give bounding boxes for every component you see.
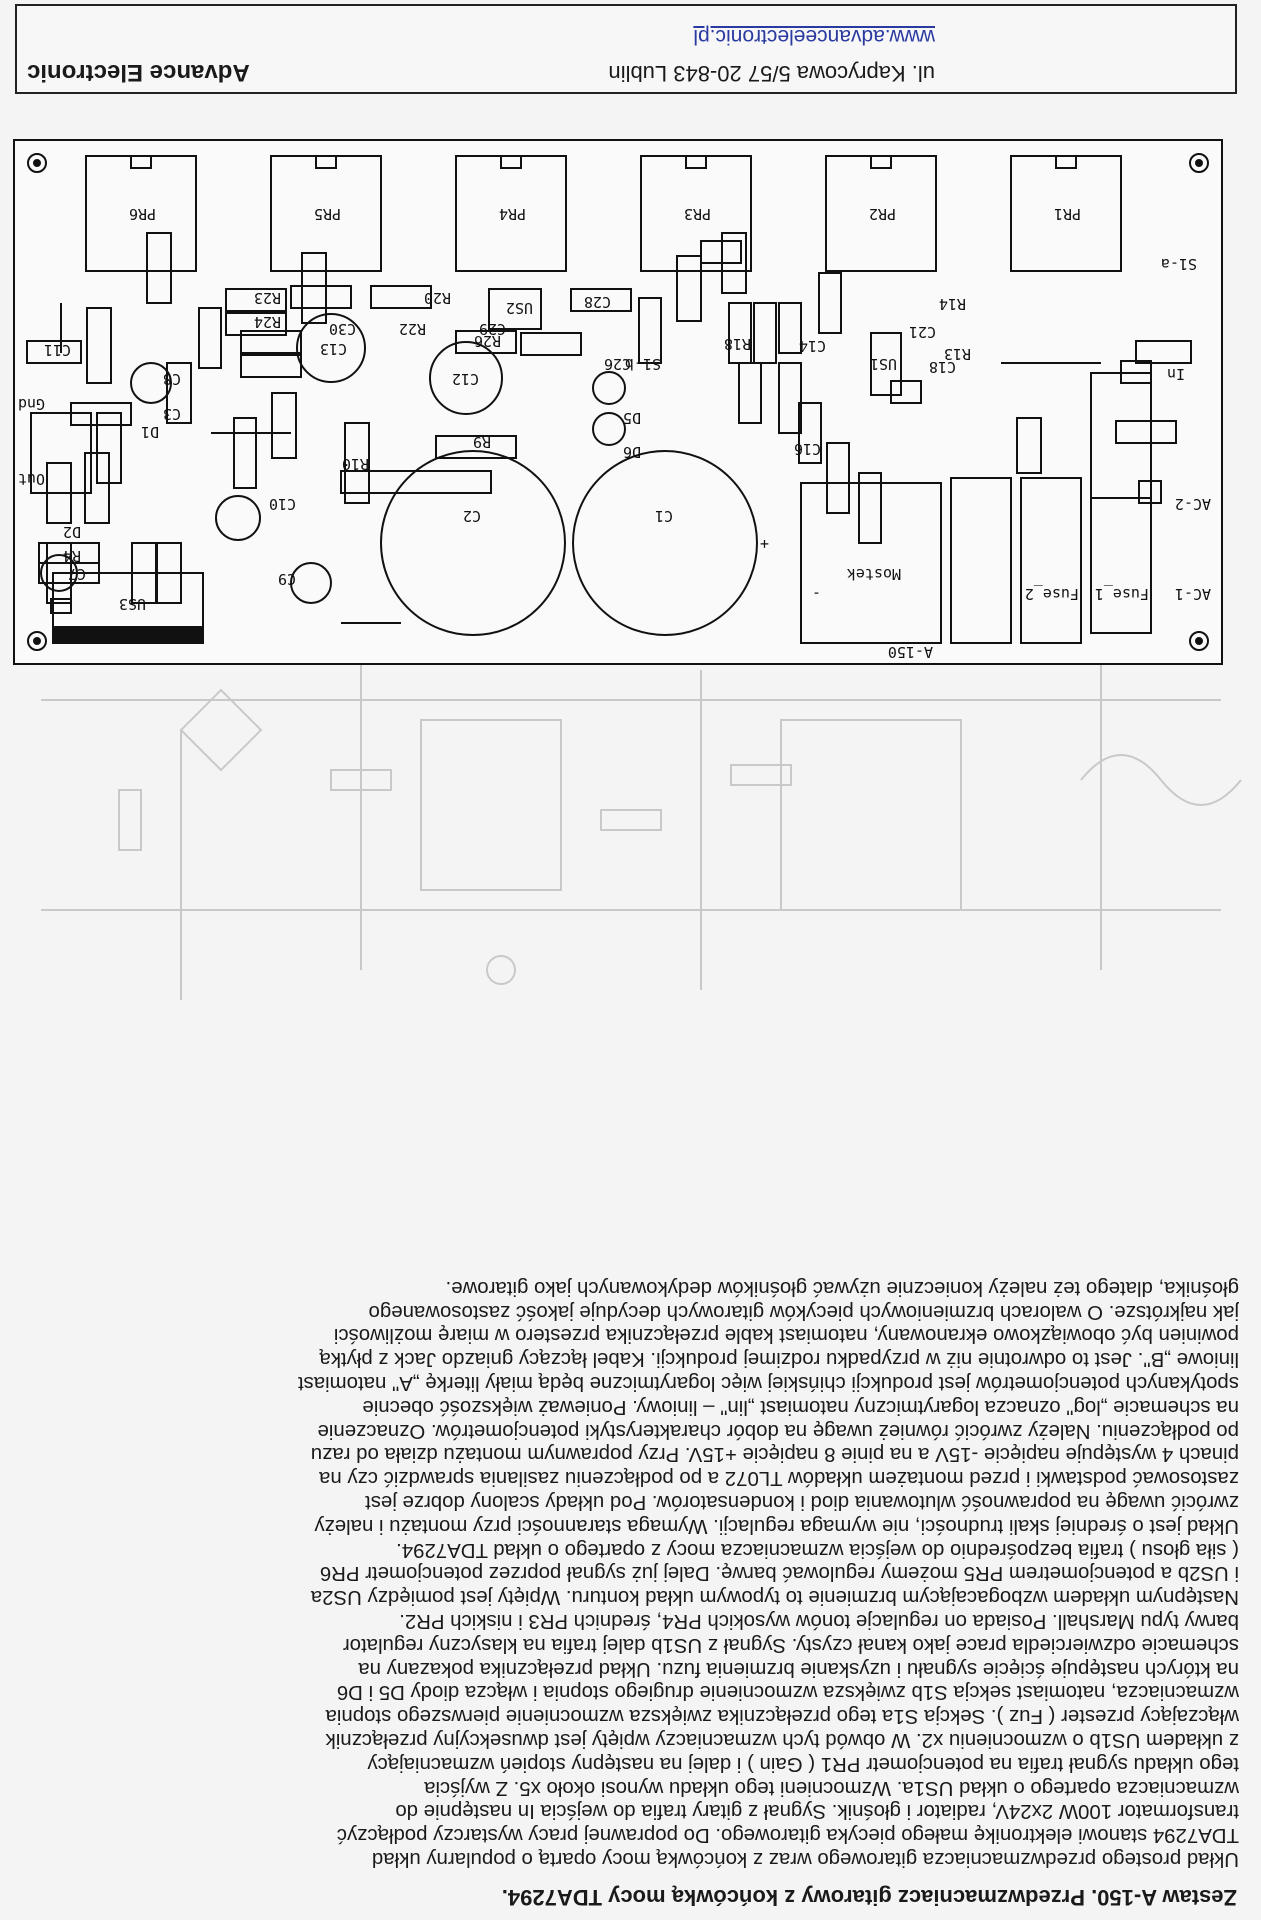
pcb-polarity-plus: + [759, 535, 769, 553]
pcb-label-r4: R4 [62, 547, 81, 565]
pcb-label-r26: R26 [473, 332, 501, 350]
pcb-polarity-minus: - [811, 585, 821, 603]
pcb-label-pr1: PR1 [1053, 205, 1081, 223]
body-line: zastosować podstawki i przed montażem układów TL072 a po podłączeniu zasilania sprawdzić czy na [319, 1467, 1239, 1490]
body-line: schemacie odzwierciedla prace jako kanał czysty. Sygnał z US1b dalej trafia na klasyczny regulator [342, 1633, 1239, 1656]
body-line: ( siła głosu ) trafia bezpośrednio do wejścia wzmacniacza mocy z opartego o układ TDA7294. [396, 1538, 1239, 1561]
pcb-label-c25: C26 [603, 355, 631, 373]
pcb-label-s1b: S1-b [624, 355, 661, 373]
pcb-label-c14: C14 [798, 337, 826, 355]
document-title: Zestaw A-150. Przedwzmacniacz gitarowy z końcówką mocy TDA7294. [501, 1885, 1237, 1910]
pcb-label-c27: C28 [583, 293, 611, 311]
body-line: na których następuje ścięcie sygnału i uzyskanie brzmienia fuzu. Układ przełącznika pokazany na [358, 1657, 1239, 1680]
pcb-label-c18: C18 [928, 358, 956, 376]
pcb-label-r18: R18 [723, 335, 751, 353]
body-line: TDA7294 stanowi elektronikę małego piecyka gitarowego. Do poprawnej pracy wystarczy podłączyć [336, 1824, 1239, 1847]
body-line: głośnika, dlatego też należy koniecznie używać głośników dedykowanych jako gitarowe. [445, 1276, 1239, 1299]
pcb-label-a150: A-150 [887, 643, 933, 661]
body-line: włączający przester ( Fuz ). Sekcja S1a tego przełącznika zwiększa wzmocnienie pierwszego stopnia [325, 1705, 1239, 1728]
pcb-label-c15: C16 [793, 440, 821, 458]
pcb-label-pr3: PR3 [683, 205, 711, 223]
pcb-label-c3: C3 [162, 405, 181, 423]
pcb-label-d2: D2 [62, 523, 81, 541]
pcb-label-c29: C30 [328, 320, 356, 338]
pcb-label-r23: R23 [253, 289, 281, 307]
pcb-label-pr5: PR5 [313, 205, 341, 223]
pcb-label-r14: R14 [938, 295, 966, 313]
pcb-label-d1: D1 [140, 423, 159, 441]
pcb-label-gnd: Gnd [17, 395, 45, 413]
pcb-label-in: In [1166, 365, 1185, 383]
body-line: zwrócić uwagę na poprawność wlutowania diod i kondensatorów. Pod układy scalony dobrze jest [365, 1491, 1239, 1514]
pcb-label-c12: C12 [451, 370, 479, 388]
pcb-label-r10: R10 [341, 455, 369, 473]
pcb-label-c10: C10 [268, 495, 296, 513]
pcb-label-r20: R20 [423, 289, 451, 307]
pcb-label-r9: R9 [472, 433, 491, 451]
pcb-label-c11: C11 [43, 341, 71, 359]
pcb-label-c1: C1 [654, 507, 673, 525]
company-url-link[interactable]: www.advanceelectronic.pl [693, 25, 935, 48]
body-line: liniowe „B". Jest to odwrotnie niż w przypadku rodzimej produkcji. Kabel łączący gniazdo Jack z płytką [319, 1348, 1239, 1371]
pcb-label-ac2: AC-2 [1174, 495, 1211, 513]
pcb-label-us1: US1 [869, 355, 897, 373]
body-line: transformator 100W 2x24V, radiator i głośnik. Sygnał z gitary trafia do wejścia In następnie do [395, 1800, 1239, 1823]
pcb-label-d6: D6 [622, 443, 641, 461]
pcb-label-c21: C21 [908, 323, 936, 341]
faint-schematic-background [0, 610, 1261, 1030]
pcb-label-c7: C7 [67, 565, 86, 583]
pcb-label-r22: R22 [398, 320, 426, 338]
body-line: Następnym układem wzbogacającym brzmienie to typowym układ konturu. Wpięty jest pomiędzy US2a [310, 1586, 1239, 1609]
body-line: wzmacniacza, natomiast sekcja S1b zwiększa wzmocnienie drugiego stopnia i włącza diody D5 i D6 [336, 1681, 1239, 1704]
pcb-label-fuse2: Fuse_2 [1024, 585, 1079, 603]
body-line: wzmacniacza opartego o układ US1a. Wzmocnieni tego układu wynosi około x5. Z wyjścia [424, 1776, 1239, 1799]
body-line: tego układu sygnał trafia na potencjometr PR1 ( Gain ) i dalej na następny stopień wzmacniający [367, 1752, 1239, 1775]
pcb-label-us3: US3 [118, 595, 146, 613]
pcb-label-c9: C9 [277, 570, 296, 588]
pcb-label-fuse1: Fuse_1 [1094, 585, 1149, 603]
pcb-label-pr4: PR4 [498, 205, 526, 223]
body-line: spotykanych potencjometrów jest produkcji chińskiej więc logarytmiczne będą miały literkę „A" natomiast [297, 1372, 1239, 1395]
body-line: i US2b a potencjometrem PR5 możemy regulować barwę. Dalej już sygnał poprzez potencjometr PR6 [319, 1562, 1239, 1585]
body-line: na schemacie „log" oznacza logarytmiczny natomiast „lin" – liniowy. Ponieważ większość obecnie [362, 1395, 1239, 1418]
body-line: po podłączeniu. Należy zwrócić również uwagę na dobór charakterystyki potencjometrów. Oznaczenie [317, 1419, 1239, 1442]
company-name: Advance Electronic [27, 59, 250, 86]
pcb-label-c28: C29 [478, 320, 506, 338]
company-address: ul. Kapryсowa 5/57 20-843 Lublin [608, 61, 935, 86]
pcb-label-c8: C8 [162, 370, 181, 388]
pcb-label-ac1: AC-1 [1174, 585, 1211, 603]
pcb-label-r24: R24 [253, 313, 281, 331]
body-line: Układ jest o średniej skali trudności, nie wymaga regulacji. Wymaga staranności przy montażu i należy [314, 1514, 1239, 1537]
company-footer [15, 4, 1237, 94]
pcb-label-c13: C13 [319, 340, 347, 358]
pcb-label-c2: C2 [462, 507, 481, 525]
body-line: pinach 4 występuje napięcie -15V a na pinie 8 napięcie +15V. Przy poprawnym montażu działa od razu [310, 1443, 1239, 1466]
pcb-label-pr6: PR6 [128, 205, 156, 223]
body-line: Układ prostego przedwzmacniacza gitarowego wraz z końcówką mocy opartą o popularny układ [371, 1848, 1239, 1870]
body-line: powinien być obowiązkowo ekranowany, natomiast kable przełącznika przestero w miarę możliwości [333, 1324, 1239, 1347]
pcb-label-pr2: PR2 [868, 205, 896, 223]
pcb-label-bridge: Mostek [846, 565, 901, 583]
body-line: z układem US1b o wzmocnieniu x2. W obwód tych wzmacniaczy wpięty jest dwusekcyjny przełącznik [325, 1729, 1239, 1752]
pcb-label-d5: D5 [622, 409, 641, 427]
pcb-label-out: Out [17, 470, 45, 488]
pcb-label-us2: US2 [505, 299, 533, 317]
pcb-layout [13, 139, 1223, 665]
pcb-label-r13: R13 [943, 345, 971, 363]
body-line: barwy typu Marshall. Posiada on regulacje tonów wysokich PR4, średnich PR3 i niskich PR2. [399, 1610, 1239, 1633]
document-body [21, 1275, 1239, 1870]
pcb-label-s1a: S1-a [1160, 255, 1197, 273]
body-line: jak najkrótsze. O walorach brzmieniowych piecyków gitarowych decyduje jakość zastosowanego [368, 1300, 1239, 1323]
